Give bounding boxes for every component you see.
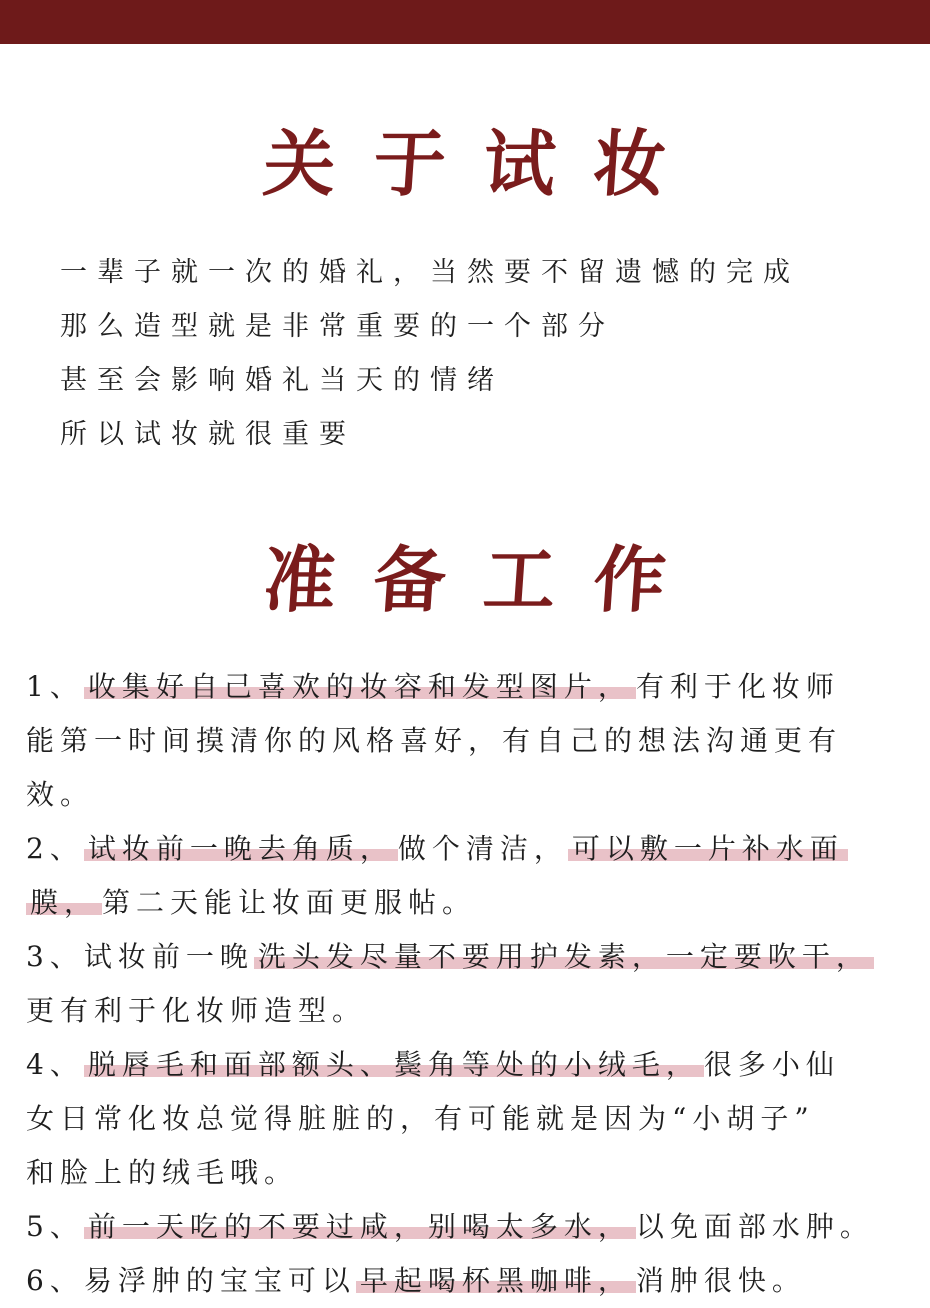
- highlighted-text: 膜，: [26, 886, 102, 919]
- tip-text: 3、试妆前一晚: [26, 940, 254, 973]
- tip-1-line-2: 能第一时间摸清你的风格喜好，有自己的想法沟通更有: [26, 724, 843, 757]
- tip-4-line-1: [26, 1038, 916, 1092]
- tip-1-line-3: 效。: [26, 778, 95, 811]
- intro-line-2: 那么造型就是非常重要的一个部分: [60, 311, 615, 342]
- tip-text: 6、易浮肿的宝宝可以: [26, 1264, 356, 1297]
- tip-5-line-1: [26, 1200, 916, 1254]
- tip-4-line-3: 和脸上的绒毛哦。: [26, 1156, 299, 1189]
- tip-1-line-1: [26, 660, 916, 714]
- highlighted-text: 脱唇毛和面部额头、鬓角等处的小绒毛，: [84, 1048, 704, 1081]
- tip-3-line-2: 更有利于化妆师造型。: [26, 994, 367, 1027]
- tip-text: 第二天能让妆面更服帖。: [102, 886, 477, 919]
- section-title-about-trial-makeup: 关于试妆: [260, 122, 707, 206]
- tip-4-line-2: 女日常化妆总觉得脏脏的，有可能就是因为“小胡子”: [26, 1102, 815, 1135]
- highlighted-text: 洗头发尽量不要用护发素，一定要吹干，: [254, 940, 874, 973]
- highlighted-text: 可以敷一片补水面: [568, 832, 848, 865]
- tip-text: 以免面部水肿。: [635, 1210, 874, 1243]
- intro-line-4: 所以试妆就很重要: [60, 419, 356, 450]
- tip-text: 1、: [26, 670, 84, 703]
- tip-6-line-1: [26, 1254, 916, 1308]
- tip-text: 消肿很快。: [635, 1264, 806, 1297]
- tip-2-line-2: [26, 876, 916, 930]
- highlighted-text: 试妆前一晚去角质，: [84, 832, 398, 865]
- tip-text: 2、: [26, 832, 84, 865]
- tip-text: 有利于化妆师: [635, 670, 840, 703]
- tip-text: 4、: [26, 1048, 84, 1081]
- highlighted-text: 收集好自己喜欢的妆容和发型图片，: [84, 670, 636, 703]
- tip-2-line-1: [26, 822, 916, 876]
- tip-text: 很多小仙: [703, 1048, 840, 1081]
- tip-3-line-1: [26, 930, 916, 984]
- highlighted-text: 前一天吃的不要过咸，别喝太多水，: [84, 1210, 636, 1243]
- intro-line-1: 一辈子就一次的婚礼，当然要不留遗憾的完成: [60, 257, 800, 288]
- intro-paragraph: [60, 246, 920, 462]
- intro-line-3: 甚至会影响婚礼当天的情绪: [60, 365, 504, 396]
- highlighted-text: 早起喝杯黑咖啡，: [356, 1264, 636, 1297]
- tip-text: 做个清洁，: [397, 832, 568, 865]
- tips-list: [26, 660, 916, 1308]
- section-title-preparation: 准备工作: [260, 538, 707, 622]
- top-banner-bar: [0, 0, 930, 44]
- tip-text: 5、: [26, 1210, 84, 1243]
